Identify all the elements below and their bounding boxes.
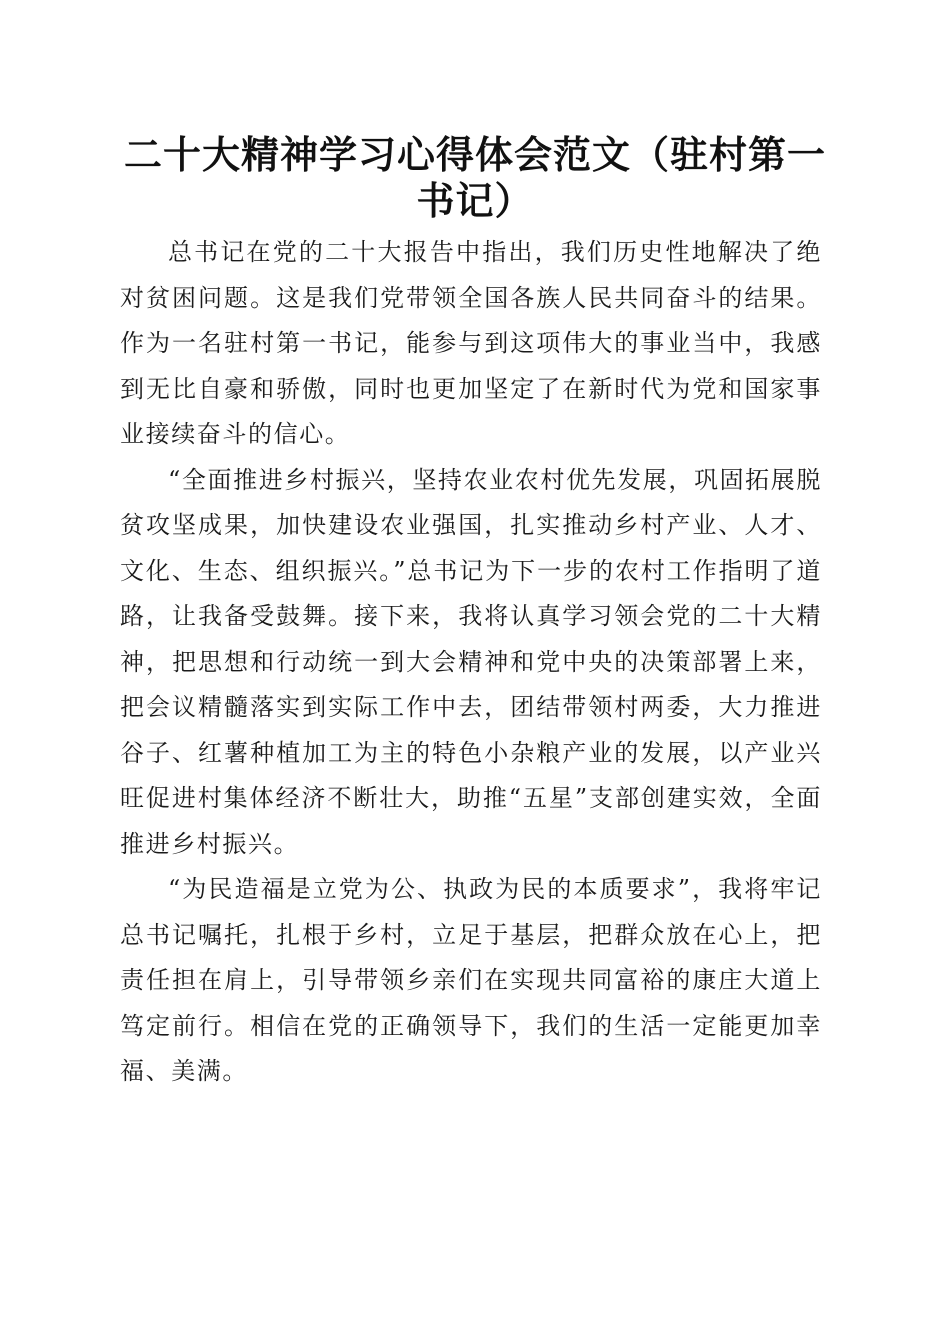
- paragraph: 总书记在党的二十大报告中指出，我们历史性地解决了绝对贫困问题。这是我们党带领全国各族人民共同奋斗的结果。作为一名驻村第一书记，能参与到这项伟大的事业当中，我感到无比自豪和骄傲，同时也更加坚定了在新时代为党和国家事业接续奋斗的信心。: [120, 238, 822, 448]
- paragraph: “为民造福是立党为公、执政为民的本质要求”，我将牢记总书记嘱托，扎根于乡村，立足于基层，把群众放在心上，把责任担在肩上，引导带领乡亲们在实现共同富裕的康庄大道上笃定前行。相信在党的正确领导下，我们的生活一定能更加幸福、美满。: [120, 875, 822, 1085]
- document-body: [120, 230, 822, 1095]
- document-title: 二十大精神学习心得体会范文（驻村第一书记）: [123, 132, 826, 223]
- paragraph: “全面推进乡村振兴，坚持农业农村优先发展，巩固拓展脱贫攻坚成果，加快建设农业强国，扎实推动乡村产业、人才、文化、生态、组织振兴。”总书记为下一步的农村工作指明了道路，让我备受鼓舞。接下来，我将认真学习领会党的二十大精神，把思想和行动统一到大会精神和党中央的决策部署上来，把会议精髓落实到实际工作中去，团结带领村两委，大力推进谷子、红薯种植加工为主的特色小杂粮产业的发展，以产业兴旺促进村集体经济不断壮大，助推“五星”支部创建实效，全面推进乡村振兴。: [120, 465, 822, 858]
